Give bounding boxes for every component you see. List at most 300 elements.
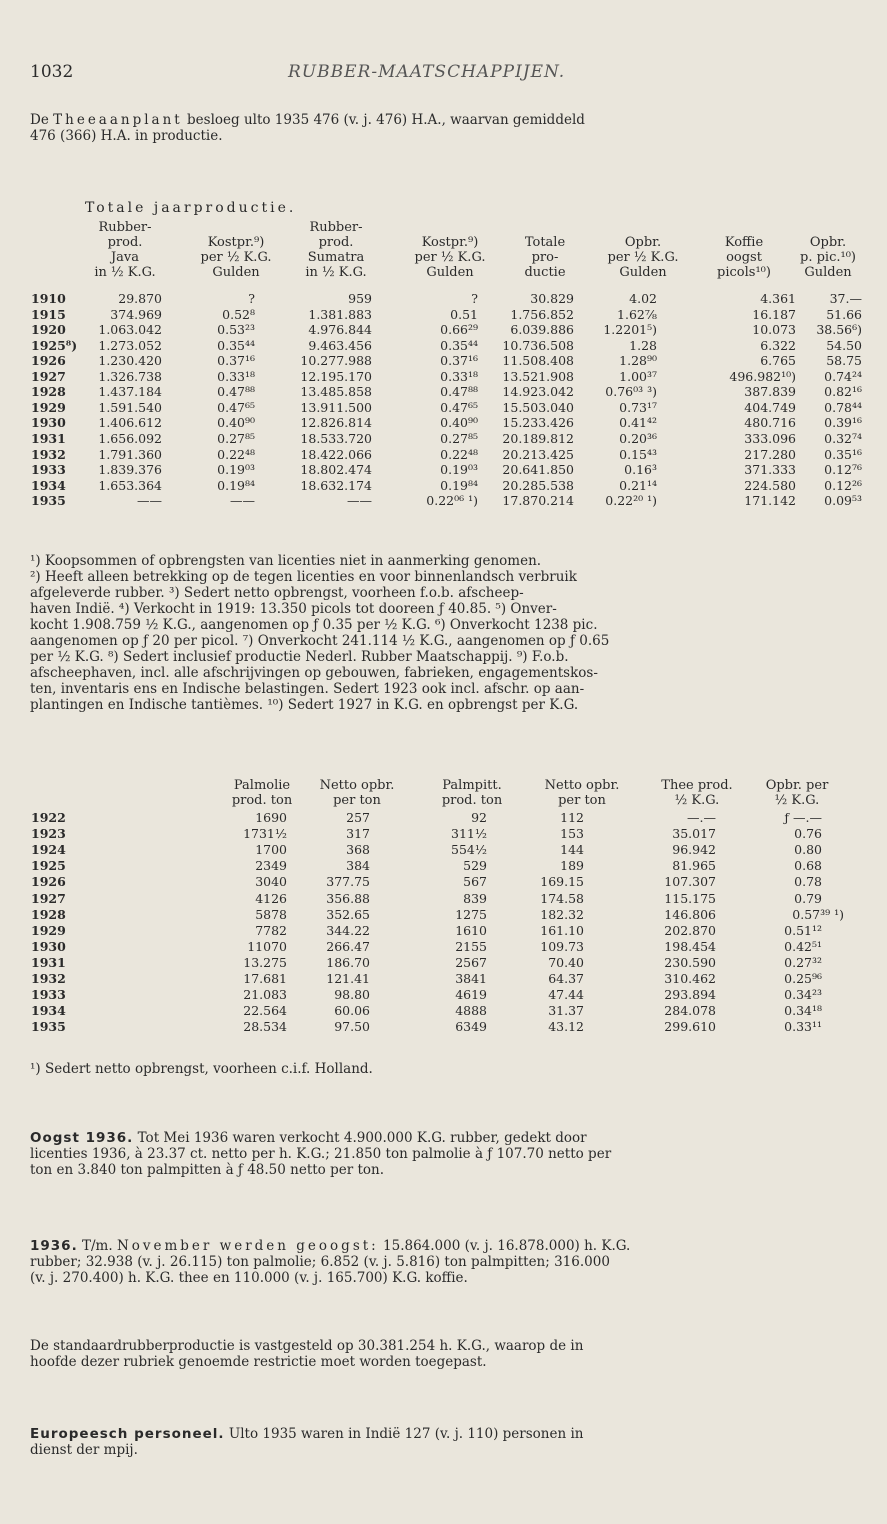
table2-cell: 529 [463, 858, 487, 873]
table1-header-c6-l1: Koffie [724, 235, 764, 250]
table2-cell: 0.25⁹⁶ [784, 971, 822, 986]
table1-cell: 0.19⁰³ [217, 462, 255, 477]
table1-year: 1910 [31, 291, 66, 306]
table1-year: 1932 [31, 447, 66, 462]
table1-cell: 0.47⁸⁸ [440, 384, 478, 399]
oogst-line3: ton en 3.840 ton palmpitten à ƒ 48.50 netto per ton. [30, 1162, 385, 1178]
table1-header-c1-l1: Kostpr.⁹) [207, 235, 265, 250]
footnote-line: afscheephaven, incl. alle afschrijvingen op gebouwen, fabrieken, engagementskos- [30, 665, 598, 681]
intro-spaced: Theeaanplant [53, 112, 183, 128]
table1-header-c3-l3: Gulden [426, 265, 474, 280]
footnote-line: per ½ K.G. ⁸) Sedert inclusief productie Nederl. Rubber Maatschappij. ⁹) F.o.b. [30, 649, 569, 665]
nov-label: 1936. [30, 1238, 78, 1254]
table1-cell: 0.19⁸⁴ [217, 478, 255, 493]
personeel-label: Europeesch personeel. [30, 1426, 225, 1442]
footnote-line: haven Indië. ⁴) Verkocht in 1919: 13.350 picols tot dooreen ƒ 40.85. ⁵) Onver- [30, 601, 557, 617]
table2-cell: 97.50 [334, 1019, 370, 1034]
table1-cell: 0.33¹⁸ [217, 369, 255, 384]
table2-cell: 198.454 [664, 939, 716, 954]
table2-cell: 153 [560, 826, 584, 841]
table2-year: 1934 [31, 1003, 66, 1018]
table2-cell: 186.70 [326, 955, 370, 970]
table2-year: 1923 [31, 826, 66, 841]
table2-cell: 28.534 [243, 1019, 287, 1034]
oogst-label: Oogst 1936. [30, 1130, 134, 1146]
table2-cell: 1700 [255, 842, 287, 857]
table2-cell: 4619 [455, 987, 487, 1002]
table2-cell: 60.06 [334, 1003, 370, 1018]
table2-cell: 317 [346, 826, 370, 841]
table1-cell: 959 [348, 291, 372, 306]
table2-cell: 352.65 [326, 907, 370, 922]
table1-cell: 30.829 [530, 291, 574, 306]
table2-cell: 17.681 [243, 971, 287, 986]
table1-cell: 0.78⁴⁴ [824, 400, 862, 415]
table1-header-c1-l3: Gulden [212, 265, 260, 280]
table1-cell: 15.233.426 [502, 415, 574, 430]
table1-cell: 13.521.908 [502, 369, 574, 384]
table1-cell: 6.322 [760, 338, 796, 353]
table1-cell: 0.12²⁶ [824, 478, 862, 493]
november-paragraph [30, 1238, 860, 1286]
table1-cell: 51.66 [826, 307, 862, 322]
footnote-line: ten, inventaris ens en Indische belastingen. Sedert 1923 ook incl. afschr. op aan- [30, 681, 585, 697]
table2-cell: 356.88 [326, 891, 370, 906]
table2-header-c4-l1: ½ K.G. [674, 793, 720, 808]
table2-cell: 1275 [455, 907, 487, 922]
table2-header-c0-l1: prod. ton [231, 793, 293, 808]
table2-header-c2-l0: Palmpitt. [442, 778, 502, 793]
table1-header-c7-l1: Opbr. [809, 235, 847, 250]
table2-cell: 0.76 [794, 826, 822, 841]
table2-cell: 189 [560, 858, 584, 873]
table1-cell: 0.19⁰³ [440, 462, 478, 477]
table2-year: 1929 [31, 923, 66, 938]
table2-cell: 21.083 [243, 987, 287, 1002]
table2-cell: ƒ —.— [784, 810, 822, 825]
table2-cell: 4888 [455, 1003, 487, 1018]
table1-header-c0-l3: in ½ K.G. [94, 265, 156, 280]
table2-header-c3-l0: Netto opbr. [544, 778, 620, 793]
intro-lead: De [30, 112, 49, 128]
table2-year: 1932 [31, 971, 66, 986]
table1-cell: 0.32⁷⁴ [824, 431, 862, 446]
table2-header-c5-l0: Opbr. per [765, 778, 829, 793]
table2-cell: 368 [346, 842, 370, 857]
personeel-line2: dienst der mpij. [30, 1442, 138, 1458]
table1-cell: 0.35⁴⁴ [217, 338, 255, 353]
table1-year: 1934 [31, 478, 66, 493]
table2-cell: 92 [471, 810, 487, 825]
table2-cell: 0.34²³ [784, 987, 822, 1002]
table1-cell: 0.47⁸⁸ [217, 384, 255, 399]
table1-cell: 13.911.500 [300, 400, 372, 415]
table2-cell: 0.33¹¹ [784, 1019, 822, 1034]
table1-cell: 0.52⁸ [222, 307, 255, 322]
table2-footnote: ¹) Sedert netto opbrengst, voorheen c.i.f. Holland. [30, 1061, 373, 1077]
table2-year: 1933 [31, 987, 66, 1002]
table2-cell: 0.80 [794, 842, 822, 857]
intro-line2: 476 (366) H.A. in productie. [30, 128, 223, 144]
table2-cell: 31.37 [548, 1003, 584, 1018]
table1-cell: 0.22⁰⁶ ¹) [426, 493, 478, 508]
table2-cell: 310.462 [664, 971, 716, 986]
table1-cell: 371.333 [744, 462, 796, 477]
table1-cell: 0.15⁴³ [619, 447, 657, 462]
table2-cell: 0.68 [794, 858, 822, 873]
table2-cell: 0.42⁵¹ [784, 939, 822, 954]
table1-cell: 1.437.184 [98, 384, 162, 399]
table1-cell: 10.277.988 [300, 353, 372, 368]
table2-year: 1926 [31, 874, 66, 889]
table1-cell: 12.826.814 [300, 415, 372, 430]
table1-cell: 0.41⁴² [619, 415, 657, 430]
nov-line2: rubber; 32.938 (v. j. 26.115) ton palmolie; 6.852 (v. j. 5.816) ton palmpitten; 316.000 [30, 1254, 610, 1270]
table1-cell: 1.791.360 [98, 447, 162, 462]
table1-cell: 20.213.425 [502, 447, 574, 462]
table2-cell: 0.79 [794, 891, 822, 906]
nov-line3: (v. j. 270.400) h. K.G. thee en 110.000 (v. j. 165.700) K.G. koffie. [30, 1270, 468, 1286]
table2-cell: 5878 [255, 907, 287, 922]
table2-cell: 121.41 [326, 971, 370, 986]
table1-cell: 1.62⅞ [617, 307, 657, 322]
table1-cell: 0.47⁶⁵ [440, 400, 478, 415]
table1-cell: ? [471, 291, 478, 306]
table1-cell: 20.189.812 [502, 431, 574, 446]
footnote-line: aangenomen op ƒ 20 per picol. ⁷) Onverkocht 241.114 ½ K.G., aangenomen op ƒ 0.65 [30, 633, 610, 649]
table1-cell: 37.— [829, 291, 862, 306]
table1-cell: 0.40⁹⁰ [440, 415, 478, 430]
table2-cell: 2349 [255, 858, 287, 873]
table1-cell: 374.969 [110, 307, 162, 322]
table1-cell: 1.406.612 [98, 415, 162, 430]
table1-header-c5-l2: per ½ K.G. [607, 250, 679, 265]
table1-year: 1927 [31, 369, 66, 384]
table2-cell: 144 [560, 842, 584, 857]
table2-cell: —.— [687, 810, 716, 825]
table2-cell: 1731½ [243, 826, 287, 841]
table1-cell: 0.27⁸⁵ [440, 431, 478, 446]
intro-line1: besloeg ulto 1935 476 (v. j. 476) H.A., waarvan gemiddeld [182, 112, 585, 128]
table1-year: 1920 [31, 322, 66, 337]
table1-cell: 14.923.042 [502, 384, 574, 399]
table2-cell: 1610 [455, 923, 487, 938]
table2-year: 1925 [31, 858, 66, 873]
table1-year: 1935 [31, 493, 66, 508]
table1-header-c2-l3: in ½ K.G. [305, 265, 367, 280]
table2-cell: 64.37 [548, 971, 584, 986]
table2-cell: 384 [346, 858, 370, 873]
table1-year: 1930 [31, 415, 66, 430]
table1-cell: 4.976.844 [308, 322, 372, 337]
table1-cell: 1.756.852 [510, 307, 574, 322]
table2-cell: 311½ [451, 826, 487, 841]
table1-header-c1-l2: per ½ K.G. [200, 250, 272, 265]
table1-cell: 0.21¹⁴ [619, 478, 657, 493]
footnote-line: ¹) Koopsommen of opbrengsten van licenties niet in aanmerking genomen. [30, 553, 542, 569]
table1-cell: 4.361 [760, 291, 796, 306]
table1-cell: 9.463.456 [308, 338, 372, 353]
table2-cell: 2567 [455, 955, 487, 970]
table2-header-c1-l1: per ton [333, 793, 381, 808]
table1-cell: 0.39¹⁶ [824, 415, 862, 430]
table1-cell: —— [347, 493, 372, 508]
table1-header-c5-l3: Gulden [619, 265, 667, 280]
table1-header-c5-l1: Opbr. [624, 235, 662, 250]
table1-cell: 0.47⁶⁵ [217, 400, 255, 415]
table1-year: 1933 [31, 462, 66, 477]
nov-pre: T/m. [77, 1238, 117, 1254]
table2-cell: 0.51¹² [784, 923, 822, 938]
table1-header-c6-l3: picols¹⁰) [717, 265, 771, 280]
table1-cell: —— [137, 493, 162, 508]
table2-cell: 257 [346, 810, 370, 825]
running-title: RUBBER-MAATSCHAPPIJEN. [288, 62, 566, 82]
table1-year: 1929 [31, 400, 66, 415]
table1-cell: 18.632.174 [300, 478, 372, 493]
table2-cell: 4126 [255, 891, 287, 906]
table2-cell: 43.12 [548, 1019, 584, 1034]
table1-cell: 0.16³ [624, 462, 657, 477]
table2-cell: 344.22 [326, 923, 370, 938]
table2-year: 1927 [31, 891, 66, 906]
table2-cell: 182.32 [540, 907, 584, 922]
table2-cell: 202.870 [664, 923, 716, 938]
table1-cell: 0.76⁰³ ³) [605, 384, 657, 399]
table1-header-c2-l2: Sumatra [307, 250, 365, 265]
table1-year: 1928 [31, 384, 66, 399]
page-number: 1032 [30, 62, 74, 82]
table2-cell: 0.27³² [784, 955, 822, 970]
oogst-paragraph [30, 1130, 860, 1178]
table1-cell: 38.56⁶) [816, 322, 862, 337]
table1-year: 1931 [31, 431, 66, 446]
table2-cell: 293.894 [664, 987, 716, 1002]
table2-cell: 266.47 [326, 939, 370, 954]
table1-cell: 0.22⁴⁸ [217, 447, 255, 462]
table1-header-c7-l2: p. pic.¹⁰) [800, 250, 856, 265]
table1-cell: 1.2201⁵) [603, 322, 657, 337]
table2-header-c2-l1: prod. ton [441, 793, 503, 808]
table1-cell: 17.870.214 [502, 493, 574, 508]
table1-cell: 0.20³⁶ [619, 431, 657, 446]
table2-cell: 839 [463, 891, 487, 906]
table1-cell: 0.66²⁹ [440, 322, 478, 337]
table2-cell: 0.57³⁹ ¹) [792, 907, 844, 922]
table1-cell: 1.28⁹⁰ [619, 353, 657, 368]
table2-cell: 2155 [455, 939, 487, 954]
standaard-paragraph [30, 1338, 860, 1370]
table1-cell: 1.839.376 [98, 462, 162, 477]
table1-cell: 404.749 [744, 400, 796, 415]
personeel-paragraph [30, 1426, 860, 1458]
table1-cell: 13.485.858 [300, 384, 372, 399]
table1-header-c3-l2: per ½ K.G. [414, 250, 486, 265]
table2-cell: 109.73 [540, 939, 584, 954]
oogst-line1: Tot Mei 1936 waren verkocht 4.900.000 K.G. rubber, gedekt door [133, 1130, 587, 1146]
table1-cell: 6.039.886 [510, 322, 574, 337]
table2-cell: 115.175 [664, 891, 716, 906]
table1-header-c3-l1: Kostpr.⁹) [421, 235, 479, 250]
table1-header-c4-l3: ductie [524, 265, 566, 280]
table2-cell: 107.307 [664, 874, 716, 889]
table1-cell: 1.063.042 [98, 322, 162, 337]
table2-header-c3-l1: per ton [558, 793, 606, 808]
table1-cell: 1.656.092 [98, 431, 162, 446]
intro-paragraph [30, 112, 860, 144]
table1-cell: 217.280 [744, 447, 796, 462]
table2-header-c4-l0: Thee prod. [661, 778, 733, 793]
table2-cell: 35.017 [672, 826, 716, 841]
table1-header-c4-l2: pro- [531, 250, 559, 265]
table2-cell: 230.590 [664, 955, 716, 970]
table2-cell: 377.75 [326, 874, 370, 889]
table1-year: 1915 [31, 307, 66, 322]
table1-cell: 18.802.474 [300, 462, 372, 477]
table1-cell: 333.096 [744, 431, 796, 446]
table2-cell: 554½ [451, 842, 487, 857]
table2-cell: 13.275 [243, 955, 287, 970]
table1-cell: 0.27⁸⁵ [217, 431, 255, 446]
nov-line1: 15.864.000 (v. j. 16.878.000) h. K.G. [378, 1238, 631, 1254]
table2-cell: 70.40 [548, 955, 584, 970]
table2-cell: 96.942 [672, 842, 716, 857]
table1-cell: 496.982¹⁰) [729, 369, 796, 384]
standaard-line2: hoofde dezer rubriek genoemde restrictie moet worden toegepast. [30, 1354, 487, 1370]
table1-cell: 12.195.170 [300, 369, 372, 384]
table1-header-c0-l0: Rubber- [98, 220, 152, 235]
table2-year: 1928 [31, 907, 66, 922]
table1-header-c6-l2: oogst [726, 250, 762, 265]
table1-cell: 0.82¹⁶ [824, 384, 862, 399]
table2-cell: 169.15 [540, 874, 584, 889]
table2-cell: 146.806 [664, 907, 716, 922]
table2-cell: 98.80 [334, 987, 370, 1002]
nov-spaced: November werden geoogst: [116, 1238, 379, 1254]
table1-footnotes [30, 553, 865, 713]
table2-cell: 0.78 [794, 874, 822, 889]
table1-cell: 10.073 [752, 322, 796, 337]
table2-year: 1922 [31, 810, 66, 825]
table1-cell: 480.716 [744, 415, 796, 430]
table1-cell: 20.641.850 [502, 462, 574, 477]
standaard-line1: De standaardrubberproductie is vastgesteld op 30.381.254 h. K.G., waarop de in [30, 1338, 584, 1354]
footnote-line: ²) Heeft alleen betrekking op de tegen licenties en voor binnenlandsch verbruik [30, 569, 577, 585]
table1-cell: 54.50 [826, 338, 862, 353]
table1-cell: 0.33¹⁸ [440, 369, 478, 384]
table1-cell: 224.580 [744, 478, 796, 493]
table1-cell: 6.765 [760, 353, 796, 368]
table1-cell: 1.273.052 [98, 338, 162, 353]
table1-cell: 0.74²⁴ [824, 369, 862, 384]
table2-cell: 299.610 [664, 1019, 716, 1034]
table1-cell: 0.35⁴⁴ [440, 338, 478, 353]
personeel-line1: Ulto 1935 waren in Indië 127 (v. j. 110) personen in [224, 1426, 584, 1442]
table1-cell: 0.12⁷⁶ [824, 462, 862, 477]
table1-cell: 0.19⁸⁴ [440, 478, 478, 493]
table1-cell: 0.37¹⁶ [217, 353, 255, 368]
table1-cell: 18.422.066 [300, 447, 372, 462]
table2-cell: 1690 [255, 810, 287, 825]
table2-year: 1930 [31, 939, 66, 954]
table2-cell: 6349 [455, 1019, 487, 1034]
table2-cell: 3841 [455, 971, 487, 986]
table1-cell: 58.75 [826, 353, 862, 368]
table2-cell: 161.10 [540, 923, 584, 938]
table2-cell: 0.34¹⁸ [784, 1003, 822, 1018]
table2-cell: 567 [463, 874, 487, 889]
oogst-line2: licenties 1936, à 23.37 ct. netto per h. K.G.; 21.850 ton palmolie à ƒ 107.70 netto per [30, 1146, 612, 1162]
table1-header-c2-l0: Rubber- [309, 220, 363, 235]
table2-cell: 112 [560, 810, 584, 825]
table1-cell: 1.28 [629, 338, 657, 353]
table2-header-c0-l0: Palmolie [233, 778, 291, 793]
table2-cell: 174.58 [540, 891, 584, 906]
table1-year: 1926 [31, 353, 66, 368]
table1-cell: 0.35¹⁶ [824, 447, 862, 462]
footnote-line: afgeleverde rubber. ³) Sedert netto opbrengst, voorheen f.o.b. afscheep- [30, 585, 524, 601]
table2-header-c5-l1: ½ K.G. [774, 793, 820, 808]
table2-cell: 11070 [247, 939, 287, 954]
table1-header-c7-l3: Gulden [804, 265, 852, 280]
table1-cell: 10.736.508 [502, 338, 574, 353]
table2-header-c1-l0: Netto opbr. [319, 778, 395, 793]
table2-year: 1931 [31, 955, 66, 970]
table1-cell: 4.02 [629, 291, 657, 306]
table2-cell: 47.44 [548, 987, 584, 1002]
table1-cell: 387.839 [744, 384, 796, 399]
table1-cell: 0.51 [450, 307, 478, 322]
table1-cell: 20.285.538 [502, 478, 574, 493]
table1-cell: 18.533.720 [300, 431, 372, 446]
table1-cell: 0.40⁹⁰ [217, 415, 255, 430]
table1-year: 1925⁸) [31, 338, 78, 353]
table1-cell: 0.22⁴⁸ [440, 447, 478, 462]
table1-cell: 1.230.420 [98, 353, 162, 368]
table2-cell: 284.078 [664, 1003, 716, 1018]
table1-title: Totale jaarproductie. [85, 200, 297, 216]
table2-cell: 7782 [255, 923, 287, 938]
table1-cell: 1.653.364 [98, 478, 162, 493]
table1-header-c0-l1: prod. [107, 235, 143, 250]
table2-year: 1924 [31, 842, 66, 857]
table1-cell: 171.142 [744, 493, 796, 508]
table1-cell: 0.73¹⁷ [619, 400, 657, 415]
table1-cell: 1.00³⁷ [619, 369, 657, 384]
table1-header-c4-l1: Totale [524, 235, 566, 250]
table1-cell: 15.503.040 [502, 400, 574, 415]
table1-cell: 29.870 [118, 291, 162, 306]
table1-cell: 0.09⁵³ [824, 493, 862, 508]
table2-cell: 3040 [255, 874, 287, 889]
table1-cell: 0.37¹⁶ [440, 353, 478, 368]
footnote-line: kocht 1.908.759 ½ K.G., aangenomen op ƒ 0.35 per ½ K.G. ⁶) Onverkocht 1238 pic. [30, 617, 598, 633]
table1-cell: 1.591.540 [98, 400, 162, 415]
table1-header-c0-l2: Java [110, 250, 140, 265]
table1-cell: 0.22²⁰ ¹) [605, 493, 657, 508]
table2-cell: 22.564 [243, 1003, 287, 1018]
table2-year: 1935 [31, 1019, 66, 1034]
table1-cell: 0.53²³ [217, 322, 255, 337]
table2-cell: 81.965 [672, 858, 716, 873]
table1-cell: 16.187 [752, 307, 796, 322]
table1-cell: ? [248, 291, 255, 306]
table1-cell: —— [230, 493, 255, 508]
table1-cell: 1.381.883 [308, 307, 372, 322]
table1-cell: 1.326.738 [98, 369, 162, 384]
footnote-line: plantingen en Indische tantièmes. ¹⁰) Sedert 1927 in K.G. en opbrengst per K.G. [30, 697, 579, 713]
table1-cell: 11.508.408 [502, 353, 574, 368]
